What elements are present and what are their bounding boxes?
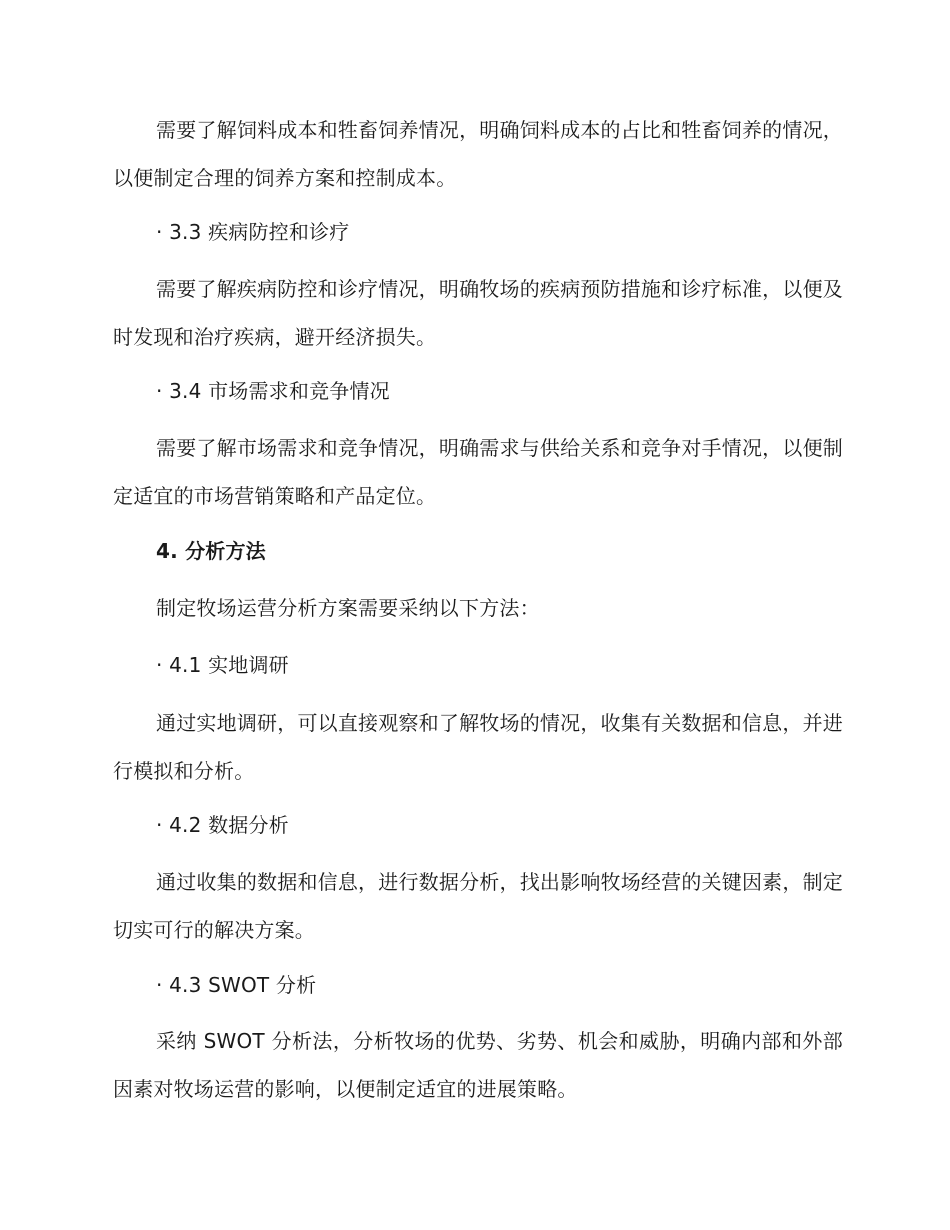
paragraph-market-demand: 需要了解市场需求和竞争情况，明确需求与供给关系和竞争对手情况，以便制定适宜的市场营销策略和产品定位。	[113, 436, 843, 508]
section-4-2-title: · 4.2 数据分析	[156, 813, 289, 837]
paragraph-field-research: 通过实地调研，可以直接观察和了解牧场的情况，收集有关数据和信息，并进行模拟和分析。	[113, 711, 843, 783]
section-4-heading: 4. 分析方法	[156, 539, 266, 563]
section-4-1-title: · 4.1 实地调研	[156, 653, 289, 677]
methods-intro: 制定牧场运营分析方案需要采纳以下方法：	[156, 596, 540, 620]
paragraph-swot-analysis: 采纳 SWOT 分析法，分析牧场的优势、劣势、机会和威胁，明确内部和外部因素对牧场运营的影响，以便制定适宜的进展策略。	[113, 1029, 843, 1101]
section-4-3-title: · 4.3 SWOT 分析	[156, 973, 317, 997]
paragraph-disease-control: 需要了解疾病防控和诊疗情况，明确牧场的疾病预防措施和诊疗标准，以便及时发现和治疗疾病，避开经济损失。	[113, 277, 843, 349]
section-3-4-title: · 3.4 市场需求和竞争情况	[156, 379, 390, 403]
paragraph-feed-cost: 需要了解饲料成本和牲畜饲养情况，明确饲料成本的占比和牲畜饲养的情况，以便制定合理的饲养方案和控制成本。	[113, 118, 843, 190]
paragraph-data-analysis: 通过收集的数据和信息，进行数据分析，找出影响牧场经营的关键因素，制定切实可行的解决方案。	[113, 870, 843, 942]
section-3-3-title: · 3.3 疾病防控和诊疗	[156, 220, 350, 244]
